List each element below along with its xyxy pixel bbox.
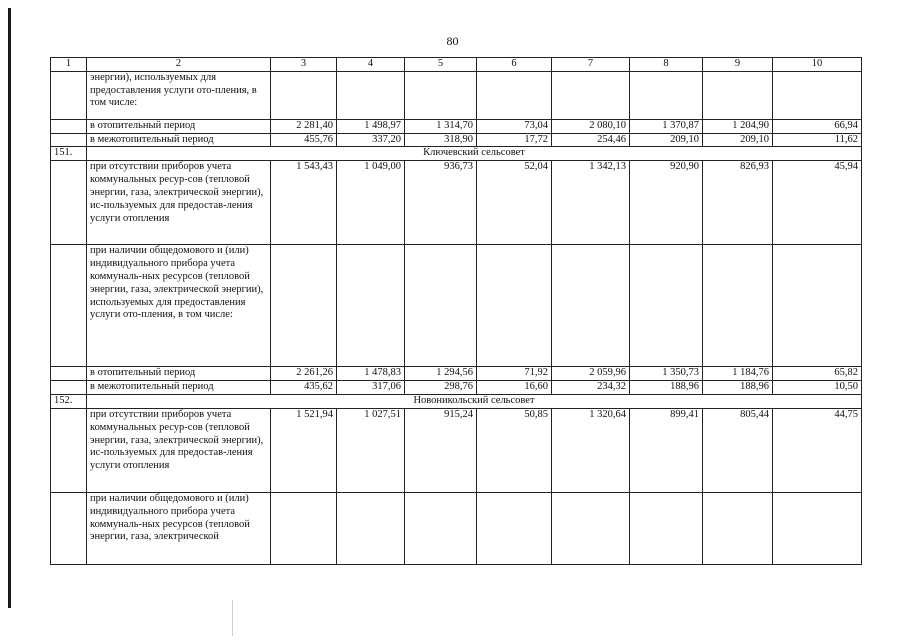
value-cell: 899,41 — [630, 408, 703, 492]
row-label: в межотопительный период — [87, 381, 271, 395]
column-header: 1 — [51, 58, 87, 72]
value-cell — [337, 492, 405, 564]
value-cell: 1 294,56 — [405, 367, 477, 381]
value-cell: 66,94 — [773, 119, 862, 133]
row-label: в отопительный период — [87, 119, 271, 133]
row-label: при отсутствии приборов учета коммунальных ресур-сов (тепловой энергии, газа, электрической энергии), ис-пользуемых для предостав-ления услуги отопления — [87, 161, 271, 245]
table-row — [51, 408, 862, 492]
table-row — [51, 367, 862, 381]
value-cell: 1 184,76 — [703, 367, 773, 381]
row-number — [51, 381, 87, 395]
table-row — [51, 245, 862, 367]
value-cell — [337, 71, 405, 119]
value-cell: 1 049,00 — [337, 161, 405, 245]
row-label: при наличии общедомового и (или) индивидуального прибора учета коммуналь-ных ресурсов (тепловой энергии, газа, электрической энергии), используемых для предоставления услуги ото-пления, в том числе: — [87, 245, 271, 367]
value-cell: 936,73 — [405, 161, 477, 245]
table-row — [51, 381, 862, 395]
column-header: 7 — [552, 58, 630, 72]
value-cell: 2 080,10 — [552, 119, 630, 133]
column-header: 8 — [630, 58, 703, 72]
value-cell — [271, 245, 337, 367]
value-cell: 915,24 — [405, 408, 477, 492]
value-cell: 1 314,70 — [405, 119, 477, 133]
value-cell — [271, 492, 337, 564]
value-cell: 2 281,40 — [271, 119, 337, 133]
value-cell: 805,44 — [703, 408, 773, 492]
value-cell: 1 204,90 — [703, 119, 773, 133]
value-cell — [477, 492, 552, 564]
column-header: 4 — [337, 58, 405, 72]
value-cell — [271, 71, 337, 119]
value-cell — [703, 492, 773, 564]
page-number: 80 — [446, 34, 459, 48]
value-cell: 44,75 — [773, 408, 862, 492]
value-cell: 317,06 — [337, 381, 405, 395]
table-row — [51, 119, 862, 133]
value-cell: 10,50 — [773, 381, 862, 395]
value-cell: 1 498,97 — [337, 119, 405, 133]
value-cell: 435,62 — [271, 381, 337, 395]
row-number — [51, 71, 87, 119]
column-header: 3 — [271, 58, 337, 72]
table-row — [51, 161, 862, 245]
header-row — [51, 58, 862, 72]
row-number — [51, 245, 87, 367]
row-label: энергии), используемых для предоставления услуги ото-пления, в том числе: — [87, 71, 271, 119]
value-cell: 920,90 — [630, 161, 703, 245]
table-row — [51, 492, 862, 564]
value-cell: 16,60 — [477, 381, 552, 395]
value-cell: 188,96 — [630, 381, 703, 395]
value-cell: 318,90 — [405, 133, 477, 147]
value-cell: 11,62 — [773, 133, 862, 147]
column-header: 2 — [87, 58, 271, 72]
value-cell — [630, 71, 703, 119]
value-cell — [552, 492, 630, 564]
value-cell: 2 261,26 — [271, 367, 337, 381]
section-title: Ключевский сельсовет — [87, 147, 862, 161]
row-number — [51, 492, 87, 564]
value-cell — [552, 245, 630, 367]
value-cell: 826,93 — [703, 161, 773, 245]
value-cell: 1 478,83 — [337, 367, 405, 381]
value-cell: 17,72 — [477, 133, 552, 147]
value-cell: 45,94 — [773, 161, 862, 245]
table-row — [51, 71, 862, 119]
value-cell — [703, 245, 773, 367]
value-cell — [773, 71, 862, 119]
value-cell: 1 342,13 — [552, 161, 630, 245]
value-cell — [405, 245, 477, 367]
section-title: Новоникольский сельсовет — [87, 394, 862, 408]
value-cell: 2 059,96 — [552, 367, 630, 381]
value-cell: 1 370,87 — [630, 119, 703, 133]
row-label: при отсутствии приборов учета коммунальных ресур-сов (тепловой энергии, газа, электрической энергии), ис-пользуемых для предостав-ления услуги отопления — [87, 408, 271, 492]
value-cell: 73,04 — [477, 119, 552, 133]
value-cell: 337,20 — [337, 133, 405, 147]
row-label: в отопительный период — [87, 367, 271, 381]
scan-artifact-line — [232, 600, 233, 636]
value-cell — [630, 245, 703, 367]
value-cell: 209,10 — [630, 133, 703, 147]
value-cell — [477, 245, 552, 367]
value-cell: 52,04 — [477, 161, 552, 245]
value-cell: 1 320,64 — [552, 408, 630, 492]
row-label: в межотопительный период — [87, 133, 271, 147]
value-cell — [630, 492, 703, 564]
row-number: 152. — [51, 394, 87, 408]
column-header: 5 — [405, 58, 477, 72]
value-cell — [773, 245, 862, 367]
row-number — [51, 367, 87, 381]
column-header: 9 — [703, 58, 773, 72]
value-cell: 1 521,94 — [271, 408, 337, 492]
value-cell: 1 350,73 — [630, 367, 703, 381]
value-cell — [552, 71, 630, 119]
scan-edge-bar — [8, 8, 11, 608]
row-number — [51, 133, 87, 147]
column-header: 10 — [773, 58, 862, 72]
value-cell: 234,32 — [552, 381, 630, 395]
value-cell: 1 027,51 — [337, 408, 405, 492]
row-label: при наличии общедомового и (или) индивидуального прибора учета коммуналь-ных ресурсов (тепловой энергии, газа, электрической — [87, 492, 271, 564]
row-number — [51, 161, 87, 245]
value-cell: 50,85 — [477, 408, 552, 492]
value-cell — [477, 71, 552, 119]
value-cell — [405, 492, 477, 564]
section-row — [51, 394, 862, 408]
value-cell: 209,10 — [703, 133, 773, 147]
value-cell: 65,82 — [773, 367, 862, 381]
value-cell — [703, 71, 773, 119]
column-header: 6 — [477, 58, 552, 72]
value-cell: 254,46 — [552, 133, 630, 147]
value-cell — [337, 245, 405, 367]
value-cell: 455,76 — [271, 133, 337, 147]
tariff-table — [50, 57, 862, 565]
value-cell: 71,92 — [477, 367, 552, 381]
row-number: 151. — [51, 147, 87, 161]
value-cell — [405, 71, 477, 119]
value-cell: 298,76 — [405, 381, 477, 395]
value-cell: 1 543,43 — [271, 161, 337, 245]
row-number — [51, 119, 87, 133]
table-row — [51, 133, 862, 147]
value-cell — [773, 492, 862, 564]
row-number — [51, 408, 87, 492]
value-cell: 188,96 — [703, 381, 773, 395]
section-row — [51, 147, 862, 161]
